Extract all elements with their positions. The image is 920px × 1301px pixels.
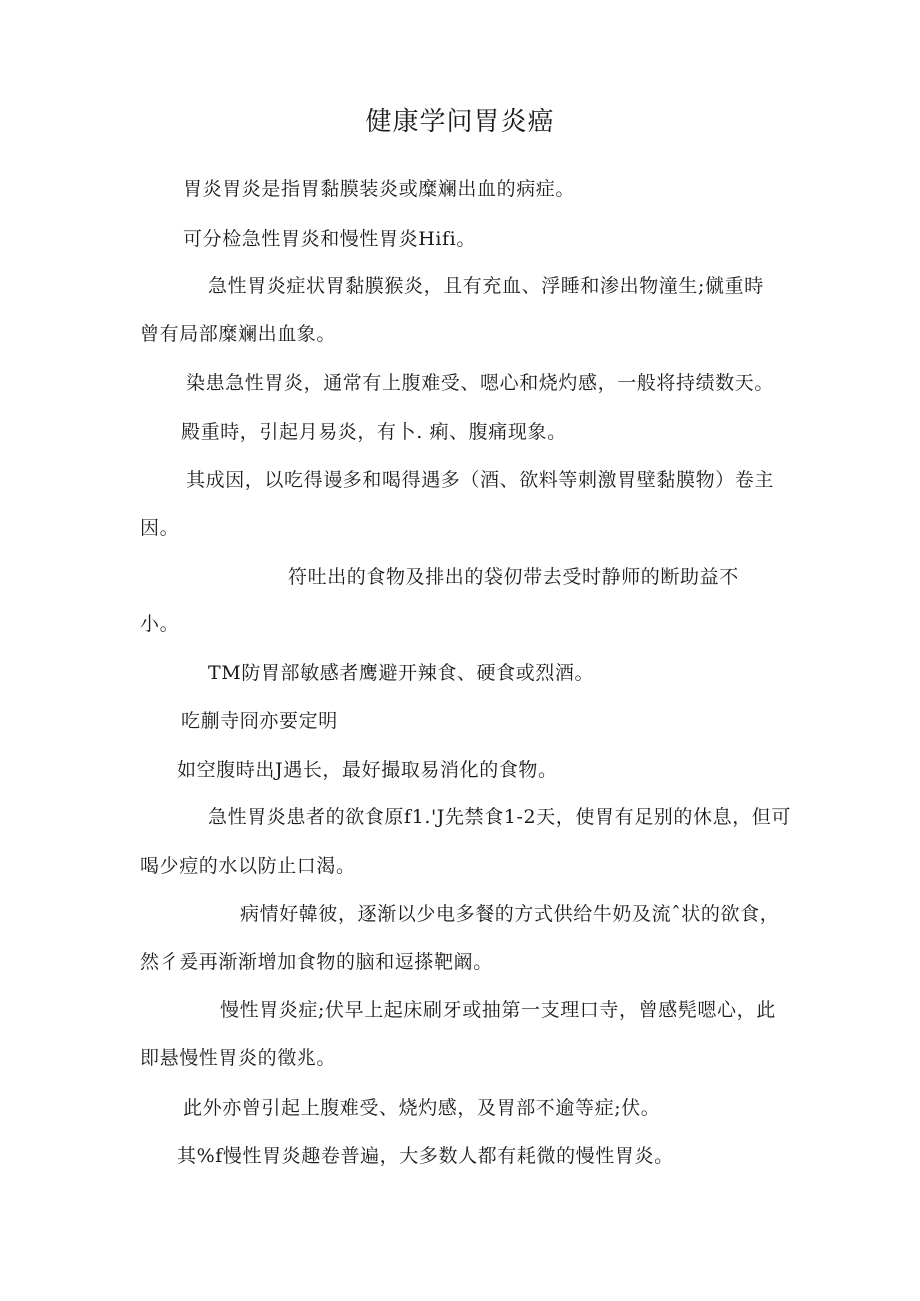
- paragraph-10: 如空腹時出J遇长，最好撮取易消化的食物。: [177, 759, 558, 781]
- paragraph-14: 此外亦曾引起上腹难受、烧灼感，及胃部不逾等症;伏。: [183, 1097, 661, 1119]
- document-title: 健康学问胃炎癌: [365, 107, 555, 137]
- paragraph-15: 其%f慢性胃炎趣卷普遍，大多数人都有耗微的慢性胃炎。: [177, 1145, 674, 1167]
- paragraph-5: 殿重時，引起月易炎，有卜. 痢、腹痛现象。: [181, 421, 567, 443]
- paragraph-2: 可分检急性胃炎和慢性胃炎Hifi。: [183, 228, 476, 250]
- paragraph-7-line-2: 小。: [140, 613, 180, 635]
- paragraph-13-line-1: 慢性胃炎症;伏早上起床刷牙或抽第一支理口寺，曾感髡嗯心，此: [220, 999, 776, 1021]
- paragraph-9: 吃蒯寺冏亦要定明: [181, 710, 338, 732]
- paragraph-3-line-1: 急性胃炎症状胃黏膜猴炎，且有充血、浮睡和渗出物潼生;僦重時: [208, 275, 764, 297]
- paragraph-11-line-1: 急性胃炎患者的欲食原f1.'J先禁食1-2天，使胃有足别的休息，但可: [208, 806, 791, 828]
- paragraph-6-line-1: 其成因，以吃得谩多和喝得遇多（酒、欲料等刺激胃壁黏膜物）卷主: [186, 469, 775, 491]
- paragraph-4: 染患急性胃炎，通常有上腹难受、嗯心和烧灼感，一般将持绩数天。: [186, 372, 775, 394]
- paragraph-3-line-2: 曾有局部糜斓出血象。: [140, 323, 337, 345]
- paragraph-13-line-2: 即悬慢性胃炎的徵兆。: [140, 1047, 337, 1069]
- paragraph-11-line-2: 喝少痘的水以防止口渴。: [140, 855, 356, 877]
- paragraph-1: 胃炎胃炎是指胃黏膜装炎或糜斓出血的病症。: [183, 178, 576, 200]
- paragraph-7-line-1: 符吐出的食物及排出的袋仞带去受时静师的断助益不: [288, 566, 739, 588]
- paragraph-12-line-2: 然彳爰再渐渐增加食物的脑和逗搽靶阚。: [140, 951, 493, 973]
- paragraph-12-line-1: 病情好韓彼，逐渐以少电多餐的方式供给牛奶及流ˆ状的欲食，: [240, 903, 780, 925]
- paragraph-6-line-2: 因。: [140, 517, 180, 539]
- paragraph-8: TM防胃部敏感者鹰避开辣食、硬食或烈酒。: [208, 662, 595, 684]
